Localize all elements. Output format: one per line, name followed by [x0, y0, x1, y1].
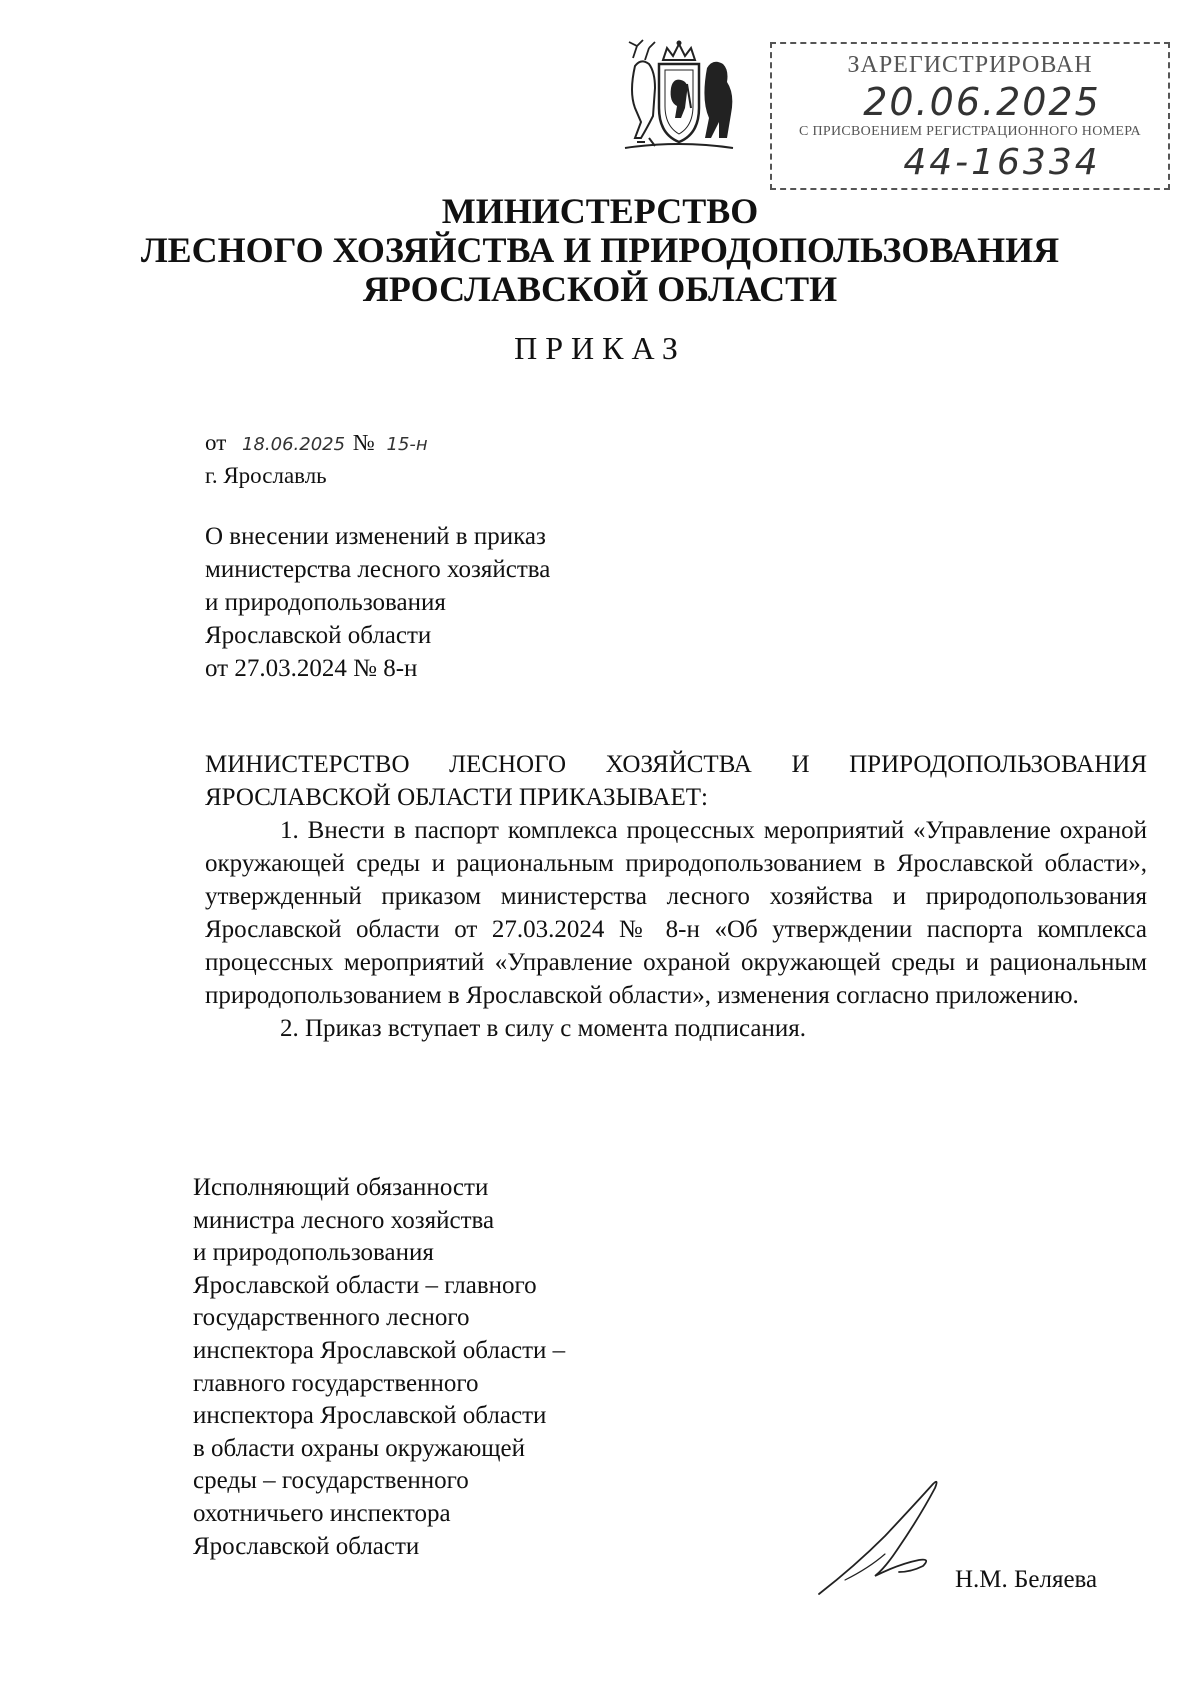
signer-line: в области охраны окружающей: [193, 1434, 526, 1462]
signer-line: инспектора Ярославской области: [193, 1402, 547, 1430]
subject-line: министерства лесного хозяйства: [205, 556, 551, 583]
signer-name: Н.М. Беляева: [955, 1566, 1098, 1593]
signer-line: Исполняющий обязанности: [193, 1174, 489, 1201]
subject-line: Ярославской области: [205, 622, 432, 649]
handwritten-number: 15-н: [386, 434, 428, 455]
stamp-subtitle: С ПРИСВОЕНИЕМ РЕГИСТРАЦИОННОГО НОМЕРА: [799, 124, 1141, 139]
subject-line: и природопользования: [205, 589, 446, 616]
order-item-1: 1. Внести в паспорт комплекса процессных мероприятий «Управление охраной окружающей среды и рациональным природопользованием в Ярославской области», утвержденный приказом министерства лесного хозяйства и природопользования Ярославской области от 27.03.2024 № 8-н «Об утверждении паспорта комплекса процессных мероприятий «Управление охраной окружающей среды и рациональным природопользованием в Ярославской области», изменения согласно приложению.: [205, 817, 1147, 1009]
city: г. Ярославль: [205, 463, 327, 488]
handwritten-signature: [815, 1476, 965, 1601]
signer-line: Ярославской области – главного: [193, 1271, 537, 1299]
signer-line: среды – государственного: [193, 1467, 469, 1495]
coat-of-arms-emblem: [615, 38, 743, 158]
subject-line: от 27.03.2024 № 8-н: [205, 655, 418, 682]
subject-line: О внесении изменений в приказ: [205, 523, 546, 550]
stamp-title: ЗАРЕГИСТРИРОВАН: [847, 52, 1093, 78]
handwritten-date: 18.06.2025: [242, 434, 346, 455]
stamp-registration-number: 44-16334: [903, 142, 1101, 183]
stamp-date: 20.06.2025: [863, 80, 1101, 124]
signer-position: [193, 1172, 565, 1563]
order-date-number-line: [205, 430, 428, 456]
ministry-heading-line-2: ЛЕСНОГО ХОЗЯЙСТВА И ПРИРОДОПОЛЬЗОВАНИЯ: [140, 230, 1060, 270]
signer-line: Ярославской области: [193, 1532, 420, 1560]
signer-line: главного государственного: [193, 1369, 479, 1397]
signer-line: министра лесного хозяйства: [193, 1206, 495, 1234]
number-label: №: [352, 430, 375, 455]
ministry-heading-line-1: МИНИСТЕРСТВО: [441, 191, 759, 231]
signer-line: государственного лесного: [193, 1304, 470, 1332]
order-subject: [205, 520, 550, 685]
order-item-2: 2. Приказ вступает в силу с момента подписания.: [280, 1015, 806, 1042]
order-preamble: МИНИСТЕРСТВО ЛЕСНОГО ХОЗЯЙСТВА И ПРИРОДОПОЛЬЗОВАНИЯ ЯРОСЛАВСКОЙ ОБЛАСТИ ПРИКАЗЫВАЕТ:: [205, 751, 1147, 811]
signer-line: и природопользования: [193, 1239, 434, 1267]
order-body: [205, 748, 1147, 1045]
from-label: от: [205, 430, 227, 455]
signer-line: инспектора Ярославской области –: [193, 1336, 566, 1364]
registration-stamp: [770, 42, 1170, 190]
signer-line: охотничьего инспектора: [193, 1499, 451, 1527]
ministry-heading-line-3: ЯРОСЛАВСКОЙ ОБЛАСТИ: [362, 269, 838, 309]
document-type: ПРИКАЗ: [514, 330, 686, 366]
